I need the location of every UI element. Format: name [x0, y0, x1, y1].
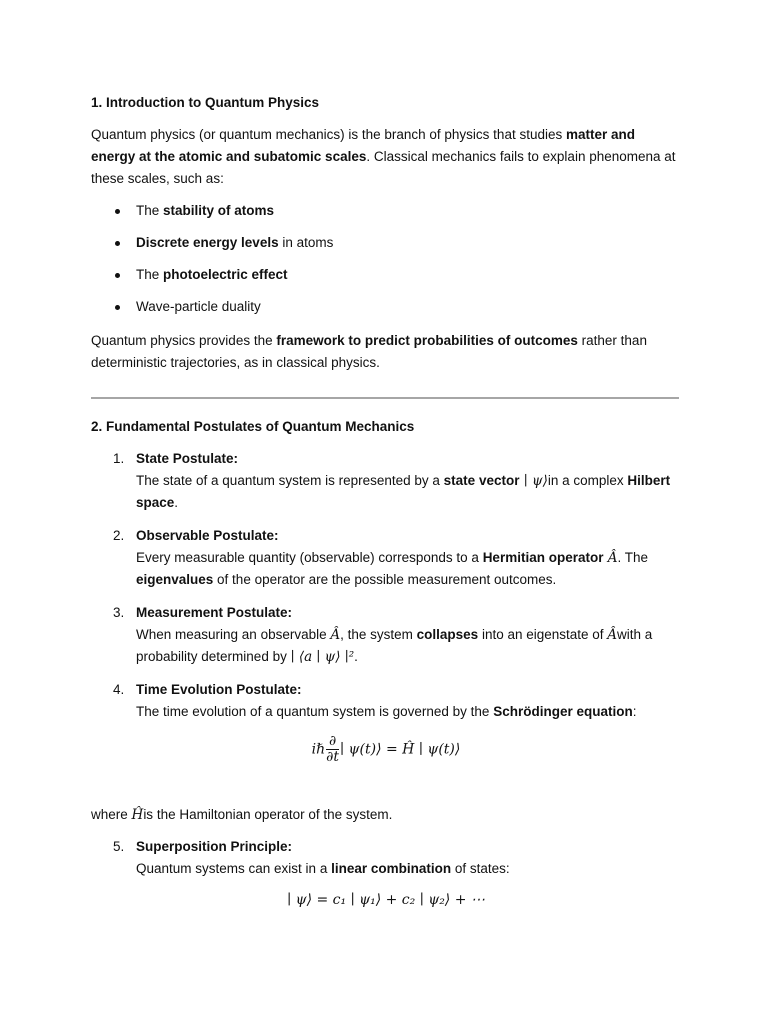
hamiltonian-note: where Ĥis the Hamiltonian operator of the system. — [91, 807, 393, 823]
postulate-2: 2. Observable Postulate: Every measurable quantity (observable) corresponds to a Hermitian operator Â. The eigenvalues of the operator are the possible measurement outcomes. — [113, 528, 649, 587]
framework-paragraph: Quantum physics provides the framework to predict probabilities of outcomes rather than deterministic trajectories, as in classical physics. — [91, 333, 647, 370]
postulate-1: 1. State Postulate: The state of a quantum system is represented by a state vector ∣ ψ⟩in a complex Hilbert space. — [113, 451, 671, 510]
partial-derivative-fraction: $\frac{\partial}{\partial t}$ — [326, 733, 340, 765]
section-2-heading: 2. Fundamental Postulates of Quantum Mechanics — [91, 419, 415, 434]
intro-paragraph: Quantum physics (or quantum mechanics) is the branch of physics that studies matter and energy at the atomic and subatomic scales. Classical mechanics fails to explain phenomena at these scales, such as: — [91, 127, 676, 186]
list-item: The photoelectric effect — [91, 264, 681, 296]
list-item: Wave-particle duality — [91, 296, 681, 328]
postulate-4: 4. Time Evolution Postulate: The time evolution of a quantum system is governed by the Schrödinger equation: — [113, 682, 637, 719]
section-1-heading: 1. Introduction to Quantum Physics — [91, 95, 320, 110]
postulate-3: 3. Measurement Postulate: When measuring an observable Â, the system collapses into an eigenstate of Âwith a probability determined by ∣ ⟨a ∣ ψ⟩ ∣². — [113, 605, 653, 665]
list-item: Discrete energy levels in atoms — [91, 232, 681, 264]
superposition-equation: ∣ ψ⟩ = c₁ ∣ ψ₁⟩ + c₂ ∣ ψ₂⟩ + ⋯ — [287, 892, 485, 908]
postulate-5: 5. Superposition Principle: Quantum systems can exist in a linear combination of states: — [113, 839, 510, 876]
list-item: The stability of atoms — [91, 200, 681, 232]
schrodinger-equation: iℏ $\frac{\partial}{\partial t}$ ∣ ψ(t)⟩ = Ĥ ∣ ψ(t)⟩ — [311, 733, 461, 765]
phenomena-list — [91, 200, 681, 328]
section-divider — [91, 397, 679, 399]
